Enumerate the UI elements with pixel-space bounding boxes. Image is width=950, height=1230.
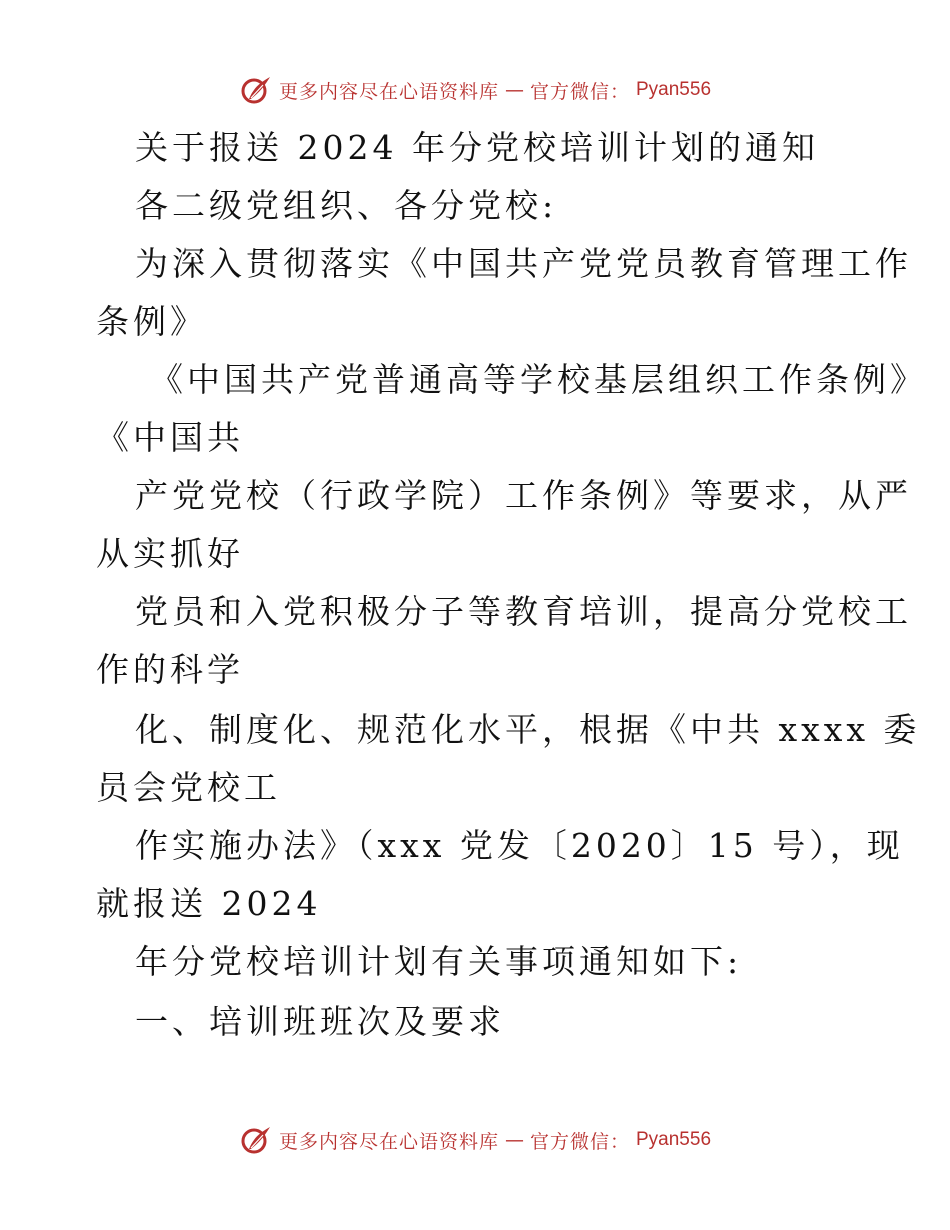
body-line: 为深入贯彻落实《中国共产党党员教育管理工作: [135, 244, 912, 283]
section-heading: 一、培训班班次及要求: [135, 1002, 505, 1041]
header-watermark: [0, 70, 950, 110]
watermark-wechat-id: Pyan556: [636, 79, 712, 100]
watermark-dash: —: [504, 1129, 524, 1151]
document-title: 关于报送 2024 年分党校培训计划的通知: [135, 128, 819, 167]
body-line: 就报送 2024: [96, 884, 322, 923]
salutation-line: 各二级党组织、各分党校:: [135, 186, 558, 225]
leaf-quill-logo-icon: [239, 73, 273, 107]
body-line: 作的科学: [96, 650, 244, 689]
body-line: 党员和入党积极分子等教育培训，提高分党校工: [135, 592, 912, 631]
body-line: 从实抓好: [96, 534, 244, 573]
body-line: 员会党校工: [96, 768, 281, 807]
watermark-wechat-id: Pyan556: [636, 1129, 712, 1150]
watermark-wechat-label: 官方微信：: [529, 1130, 630, 1153]
watermark-dash: —: [504, 79, 524, 101]
footer-watermark: [0, 1120, 950, 1160]
body-line: 《中国共产党普通高等学校基层组织工作条例》: [150, 360, 927, 399]
body-line: 年分党校培训计划有关事项通知如下:: [135, 942, 743, 981]
body-line: 《中国共: [96, 418, 244, 457]
body-line: 条例》: [96, 302, 207, 341]
body-line: 化、制度化、规范化水平，根据《中共 xxxx 委: [135, 710, 921, 749]
watermark-wechat-label: 官方微信：: [529, 80, 630, 103]
watermark-text: 更多内容尽在心语资料库: [278, 1130, 499, 1153]
body-line: 作实施办法》（xxx 党发〔2020〕15 号），现: [135, 826, 904, 865]
watermark-text: 更多内容尽在心语资料库: [278, 80, 499, 103]
leaf-quill-logo-icon: [239, 1123, 273, 1157]
body-line: 产党党校（行政学院）工作条例》等要求，从严: [135, 476, 912, 515]
